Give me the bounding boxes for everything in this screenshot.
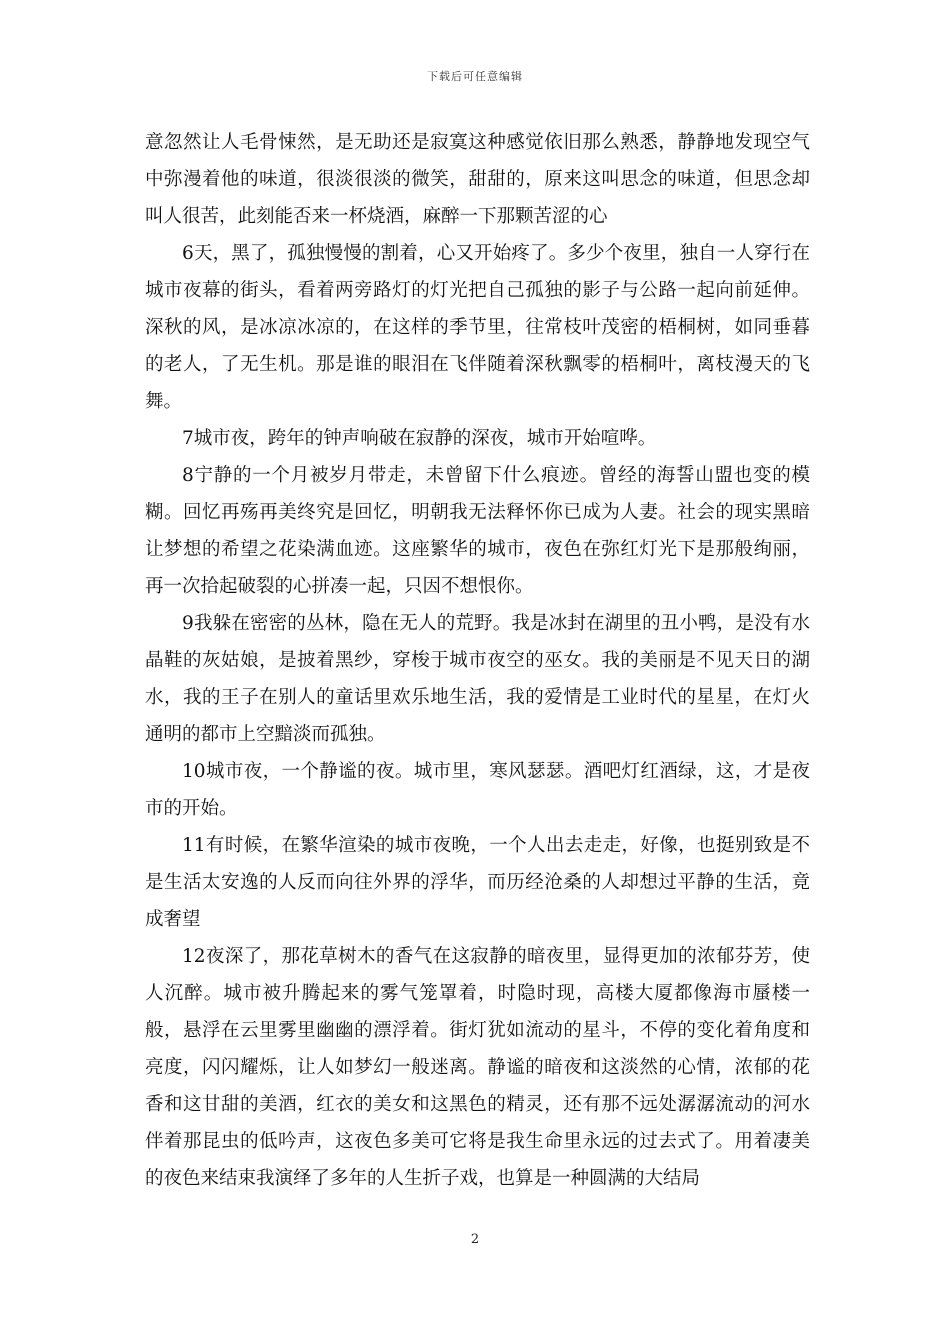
paragraph-9: 9我躲在密密的丛林，隐在无人的荒野。我是冰封在湖里的丑小鸭，是没有水晶鞋的灰姑娘，是披着黑纱，穿梭于城市夜空的巫女。我的美丽是不见天日的湖水，我的王子在别人的童话里欢乐地生活，我的爱情是工业时代的星星，在灯火通明的都市上空黯淡而孤独。 [145, 613, 810, 745]
paragraph-6: 6天，黑了，孤独慢慢的割着，心又开始疼了。多少个夜里，独自一人穿行在城市夜幕的街头，看着两旁路灯的灯光把自己孤独的影子与公路一起向前延伸。深秋的风，是冰凉冰凉的，在这样的季节里，往常枝叶茂密的梧桐树，如同垂暮的老人，了无生机。那是谁的眼泪在飞伴随着深秋飘零的梧桐叶，离枝漫天的飞舞。 [145, 243, 810, 412]
page-number: 2 [470, 1232, 480, 1247]
paragraph-continued: 意忽然让人毛骨悚然，是无助还是寂寞这种感觉依旧那么熟悉，静静地发现空气中弥漫着他的味道，很淡很淡的微笑，甜甜的，原来这叫思念的味道，但思念却叫人很苦，此刻能否来一杯烧酒，麻醉一下那颗苦涩的心 [145, 132, 810, 227]
document-body [145, 124, 810, 1197]
page-header: 下载后可任意编辑 [427, 70, 523, 83]
paragraph-10: 10城市夜，一个静谧的夜。城市里，寒风瑟瑟。酒吧灯红酒绿，这，才是夜市的开始。 [145, 761, 810, 819]
paragraph-12: 12夜深了，那花草树木的香气在这寂静的暗夜里，显得更加的浓郁芬芳，使人沉醉。城市被升腾起来的雾气笼罩着，时隐时现，高楼大厦都像海市蜃楼一般，悬浮在云里雾里幽幽的漂浮着。街灯犹如流动的星斗，不停的变化着角度和亮度，闪闪耀烁，让人如梦幻一般迷离。静谧的暗夜和这淡然的心情，浓郁的花香和这甘甜的美酒，红衣的美女和这黑色的精灵，还有那不远处潺潺流动的河水伴着那昆虫的低吟声，这夜色多美可它将是我生命里永远的过去式了。用着凄美的夜色来结束我演绎了多年的人生折子戏，也算是一种圆满的大结局 [145, 946, 810, 1189]
paragraph-11: 11有时候，在繁华渲染的城市夜晚，一个人出去走走，好像，也挺别致是不是生活太安逸的人反而向往外界的浮华，而历经沧桑的人却想过平静的生活，竟成奢望 [145, 835, 810, 930]
paragraph-7: 7城市夜，跨年的钟声响破在寂静的深夜，城市开始喧哗。 [182, 428, 657, 449]
paragraph-8: 8宁静的一个月被岁月带走，未曾留下什么痕迹。曾经的海誓山盟也变的模糊。回忆再殇再美终究是回忆，明朝我无法释怀你已成为人妻。社会的现实黑暗让梦想的希望之花染满血迹。这座繁华的城市，夜色在弥红灯光下是那般绚丽，再一次拾起破裂的心拼凑一起，只因不想恨你。 [145, 465, 810, 597]
